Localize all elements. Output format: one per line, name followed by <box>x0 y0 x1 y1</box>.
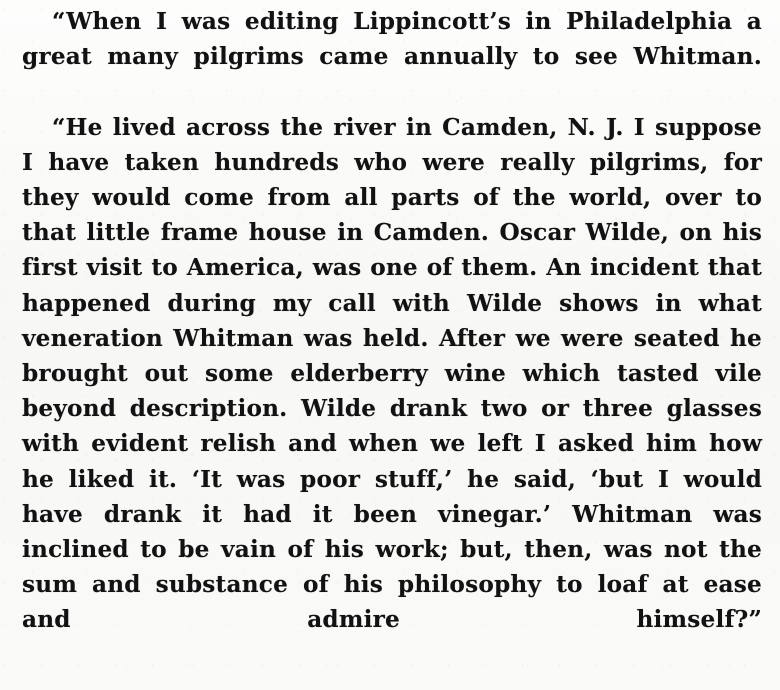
paragraph-2: “He lived across the river in Camden, N. J. I suppose I have taken hundreds who were really pilgrims, for they would come from all parts of the world, over to that little frame house in Camden. Oscar Wilde, on his first visit to America, was one of them. An incident that happened during my call with Wilde shows in what veneration Whitman was held. After we were seated he brought out some elderberry wine which tasted vile beyond description. Wilde drank two or three glasses with evident relish and when we left I asked him how he liked it. ‘It was poor stuff,’ he said, ‘but I would have drank it had it been vinegar.’ Whitman was inclined to be vain of his work; but, then, was not the sum and substance of his philosophy to loaf at ease and admire himself?” <box>22 113 762 634</box>
text-column <box>22 4 762 673</box>
paragraph-1: “When I was editing Lippincott’s in Philadelphia a great many pilgrims came annually to see Whitman. <box>22 8 762 71</box>
